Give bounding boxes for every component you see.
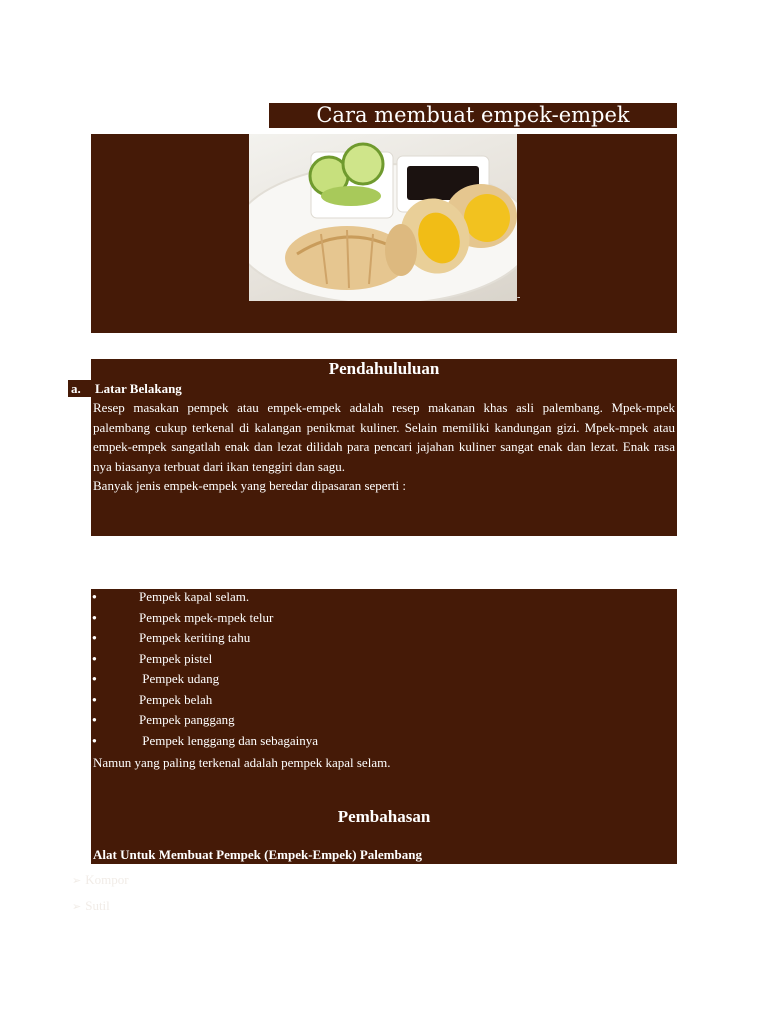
arrow-bullet-icon: ➢: [72, 900, 82, 913]
tools-heading: Alat Untuk Membuat Pempek (Empek-Empek) Palembang: [93, 847, 422, 862]
tool-item-sutil: ➢ Sutil: [72, 898, 110, 913]
bullet-icon: ●: [92, 653, 97, 663]
list-item: ● Pempek kapal selam.: [91, 587, 677, 608]
food-illustration: [249, 134, 517, 301]
intro-paragraph-1: Resep masakan pempek atau empek-empek adalah resep makanan khas asli palembang. Mpek-mpek palembang cukup terkenal di kalangan penikmat kuliner. Selain memiliki kandungan gizi. Mpek-mpek atau empek-empek sangatlah enak dan lezat dilidah para pencari jajahan kuliner sangat enak dan lezat. Enak rasa nya biasanya terbuat dari ikan tenggiri dan sagu.: [93, 400, 675, 474]
bullet-icon: ●: [92, 694, 97, 704]
bullet-icon: ●: [92, 735, 97, 745]
intro-heading: Pendahululuan: [328, 359, 440, 378]
list-item: ● Pempek panggang: [91, 710, 677, 731]
bullet-icon: ●: [92, 633, 97, 642]
list-item: ● Pempek mpek-mpek telur: [91, 608, 677, 629]
list-item: ● Pempek pistel: [91, 649, 677, 670]
discussion-heading: Pembahasan: [337, 807, 431, 826]
photo-caption-mark: -: [517, 292, 521, 303]
list-note: Namun yang paling terkenal adalah pempek kapal selam.: [93, 755, 391, 770]
arrow-bullet-icon: ➢: [72, 874, 82, 887]
bullet-icon: ●: [92, 592, 97, 601]
list-item: ● Pempek keriting tahu: [91, 628, 677, 649]
bullet-icon: ●: [92, 612, 97, 622]
intro-paragraph-2: Banyak jenis empek-empek yang beredar dipasaran seperti :: [93, 478, 406, 493]
list-item: ● Pempek belah: [91, 690, 677, 711]
subsection-marker: a.: [68, 380, 92, 397]
intro-text: [93, 398, 675, 496]
list-item: ● Pempek lenggang dan sebagainya: [91, 731, 677, 752]
bullet-icon: ●: [92, 674, 97, 683]
document-title: Cara membuat empek-empek: [269, 103, 677, 128]
list-item: ● Pempek udang: [91, 669, 677, 690]
tool-item-kompor: ➢ Kompor: [72, 872, 129, 887]
bullet-icon: ●: [92, 715, 97, 724]
pempek-types-list: [91, 587, 677, 751]
empek-empek-photo: [249, 134, 517, 301]
subsection-title: Latar Belakang: [95, 381, 182, 396]
